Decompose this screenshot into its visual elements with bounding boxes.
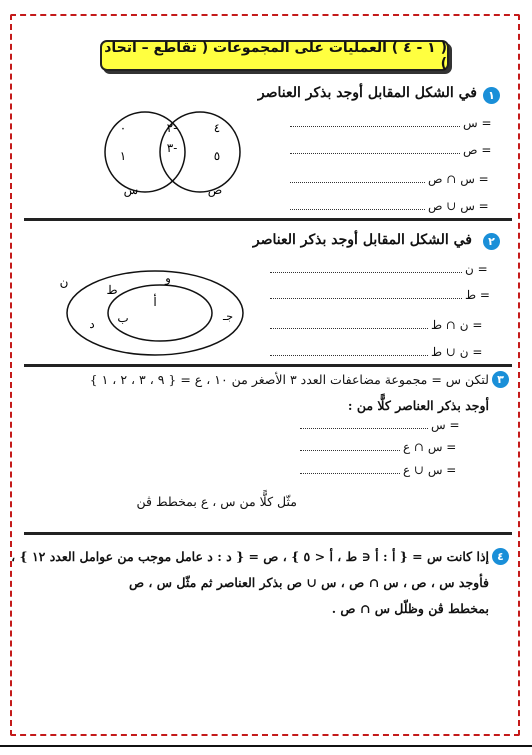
q3-answer-line-3[interactable] — [300, 463, 456, 477]
question-3-statement: لتكن س = مجموعة مضاعفات العدد ٣ الأصغر من ١٠ ، ع = { ٩ ، ٣ ، ٢ ، ١ } — [89, 372, 489, 387]
answer-label: = ﻥ ∩ ﻁ — [431, 318, 483, 332]
venn-right-element-2: ٥ — [213, 149, 221, 163]
answer-label: = س ∩ ع — [403, 440, 457, 454]
outer-set-label: ﻥ — [60, 275, 69, 289]
outer-element-1: و — [165, 271, 171, 285]
answer-label: = س — [463, 116, 492, 130]
answer-label: = ﻥ ∪ ﻁ — [431, 345, 483, 359]
answer-label: = س — [431, 418, 460, 432]
q1-answer-line-1[interactable] — [290, 116, 492, 130]
question-1-number — [483, 87, 500, 104]
q2-answer-line-4[interactable] — [270, 345, 482, 359]
q1-answer-line-2[interactable] — [290, 143, 491, 157]
answer-label: = س ∪ ع — [403, 463, 457, 477]
section-divider — [24, 532, 512, 535]
q2-answer-line-3[interactable] — [270, 318, 482, 332]
question-3-number-text: ٣ — [497, 373, 504, 386]
inner-set-label: ﻁ — [106, 283, 118, 297]
worksheet-title — [100, 40, 449, 71]
answer-label: = ص — [463, 143, 492, 157]
question-2-number — [483, 233, 500, 250]
venn-both-element-2: ٣- — [166, 141, 178, 155]
outer-element-3: د — [89, 317, 95, 331]
title-text: ( ١ - ٤ ) العمليات على المجموعات ( تقاطع – اتحاد ) — [104, 39, 447, 72]
answer-blank[interactable] — [300, 472, 400, 474]
q3-answer-line-2[interactable] — [300, 440, 456, 454]
answer-label: = س ∪ ص — [428, 199, 489, 213]
venn-right-element-1: ٤ — [213, 121, 221, 135]
inner-element-1: ب — [117, 311, 129, 325]
q1-answer-line-3[interactable] — [290, 172, 489, 186]
page-bottom-rule — [0, 745, 532, 747]
answer-blank[interactable] — [300, 427, 428, 429]
answer-blank[interactable] — [290, 181, 425, 183]
inner-element-2: أ — [153, 295, 157, 309]
nested-set-diagram-q2 — [60, 268, 260, 360]
section-divider — [24, 364, 512, 367]
outer-element-2: جـ — [222, 310, 234, 323]
question-4-line-3: بمخطط ڤن وظلّل س ∩ ص . — [331, 601, 489, 616]
question-1-prompt: في الشكل المقابل أوجد بذكر العناصر — [257, 85, 477, 101]
outer-set-ellipse — [67, 271, 243, 355]
answer-label: = ﻥ — [465, 262, 488, 276]
question-2-number-text: ٢ — [488, 235, 495, 248]
question-3-instruction: أوجد بذكر العناصر كلًّا من : — [347, 398, 489, 413]
question-4-line-2: فأوجد س ، ص ، س ∩ ص ، س ∪ ص بذكر العناصر ثم مثّل س ، ص — [128, 575, 489, 590]
question-4-number — [492, 548, 509, 565]
section-divider — [24, 218, 512, 221]
answer-blank[interactable] — [290, 208, 425, 210]
question-3-venn-instruction: مثّل كلًّا من س ، ع بمخطط ڤن — [136, 494, 297, 509]
answer-blank[interactable] — [290, 152, 460, 154]
question-2-prompt: في الشكل المقابل أوجد بذكر العناصر — [252, 232, 472, 248]
q2-answer-line-2[interactable] — [270, 288, 490, 302]
venn-both-element-1: ٢- — [166, 121, 178, 135]
answer-label: = س ∩ ص — [428, 172, 489, 186]
answer-blank[interactable] — [270, 271, 462, 273]
q1-answer-line-4[interactable] — [290, 199, 489, 213]
q3-answer-line-1[interactable] — [300, 418, 460, 432]
venn-label-right: ص — [207, 183, 223, 197]
answer-blank[interactable] — [270, 297, 462, 299]
answer-label: = ﻁ — [465, 288, 490, 302]
answer-blank[interactable] — [270, 327, 428, 329]
venn-left-element-2: ١ — [119, 149, 127, 163]
question-4-line-1: إذا كانت س = { أ : أ ∈ ط ، أ < ٥ } ، ص = { د : د عامل موجب من عوامل العدد ١٢ } ، — [11, 549, 489, 564]
venn-left-element-1: ٠ — [119, 121, 127, 135]
answer-blank[interactable] — [300, 449, 400, 451]
question-1-number-text: ١ — [488, 89, 495, 102]
question-4-number-text: ٤ — [497, 550, 504, 563]
answer-blank[interactable] — [270, 354, 428, 356]
venn-label-left: س — [123, 183, 139, 197]
answer-blank[interactable] — [290, 125, 460, 127]
q2-answer-line-1[interactable] — [270, 262, 488, 276]
question-3-number — [492, 371, 509, 388]
venn-diagram-q1 — [95, 108, 255, 200]
